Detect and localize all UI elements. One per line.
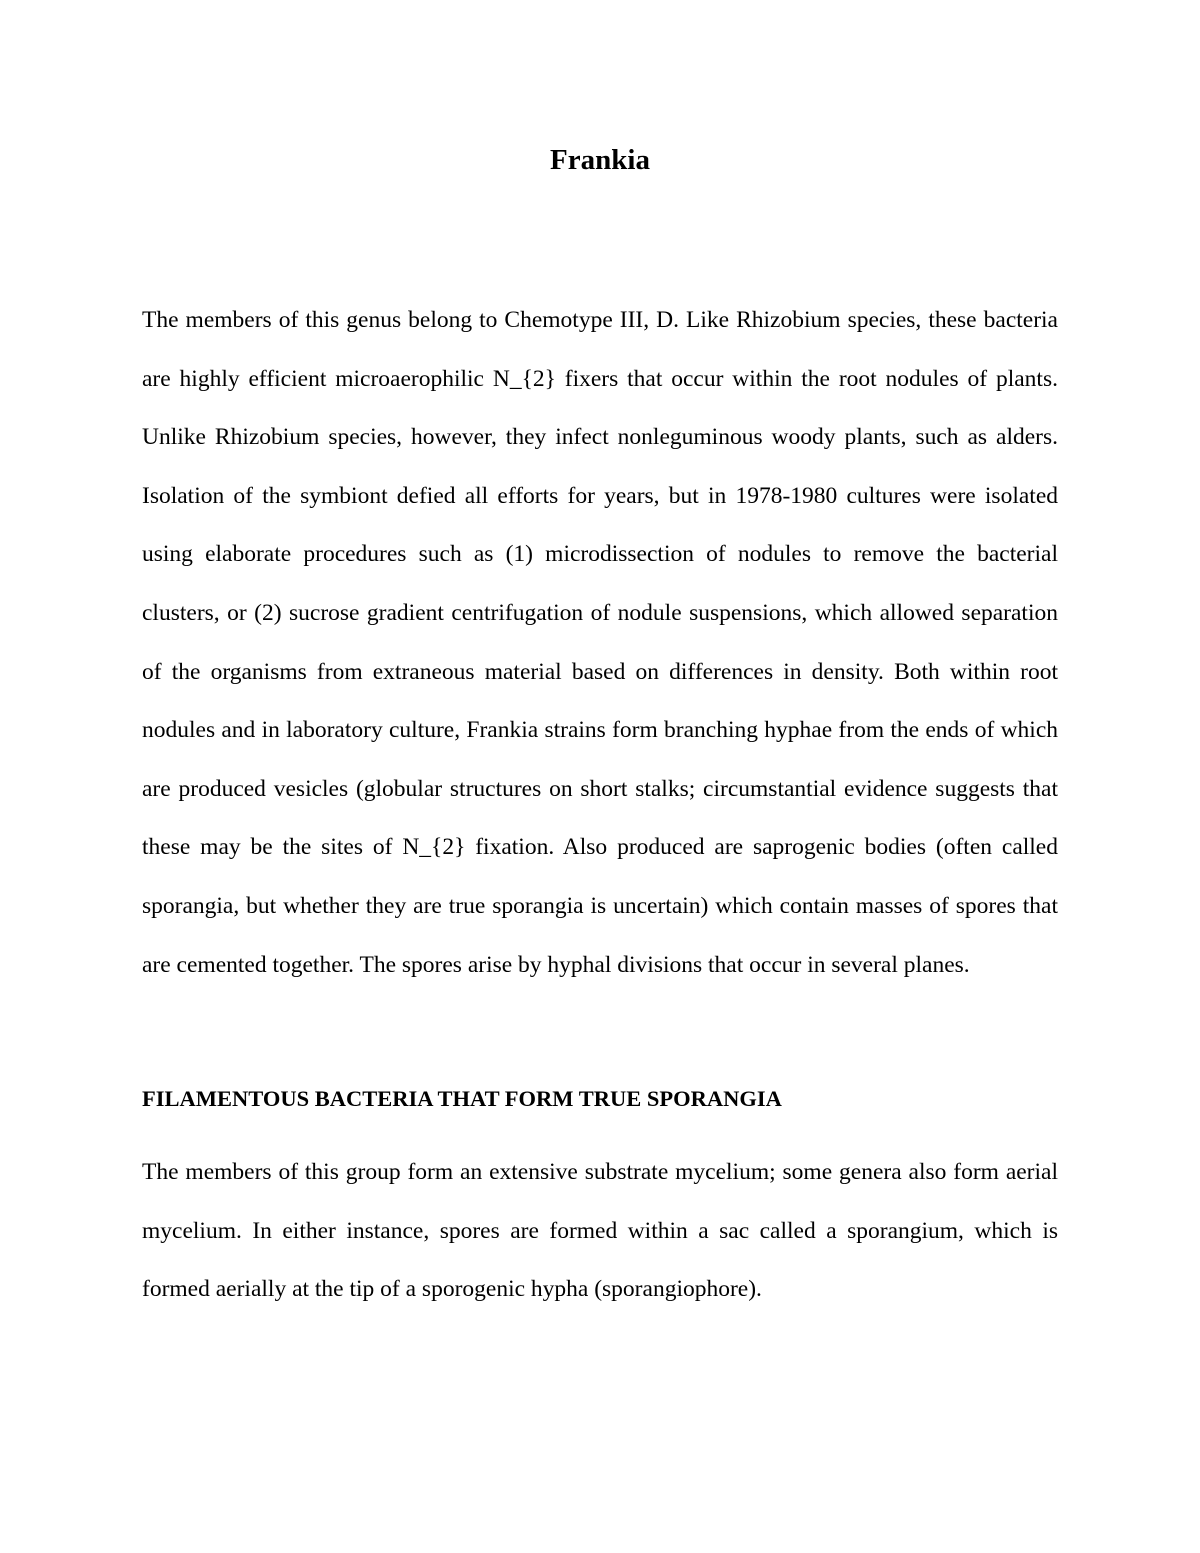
- section-heading: FILAMENTOUS BACTERIA THAT FORM TRUE SPORANGIA: [142, 1086, 782, 1111]
- page-title: Frankia: [550, 144, 650, 176]
- body-paragraph-sporangia: The members of this group form an extensive substrate mycelium; some genera also form aerial mycelium. In either instance, spores are formed within a sac called a sporangium, which is formed aerially at the tip of a sporogenic hypha (sporangiophore).: [142, 1159, 1058, 1303]
- body-paragraph-frankia: The members of this genus belong to Chemotype III, D. Like Rhizobium species, these bacteria are highly efficient microaerophilic N_{2} fixers that occur within the root nodules of plants. Unlike Rhizobium species, however, they infect nonleguminous woody plants, such as alders. Isolation of the symbiont defied all efforts for years, but in 1978-1980 cultures were isolated using elaborate procedures such as (1) microdissection of nodules to remove the bacterial clusters, or (2) sucrose gradient centrifugation of nodule suspensions, which allowed separation of the organisms from extraneous material based on differences in density. Both within root nodules and in laboratory culture, Frankia strains form branching hyphae from the ends of which are produced vesicles (globular structures on short stalks; circumstantial evidence suggests that these may be the sites of N_{2} fixation. Also produced are saprogenic bodies (often called sporangia, but whether they are true sporangia is uncertain) which contain masses of spores that are cemented together. The spores arise by hyphal divisions that occur in several planes.: [142, 307, 1058, 978]
